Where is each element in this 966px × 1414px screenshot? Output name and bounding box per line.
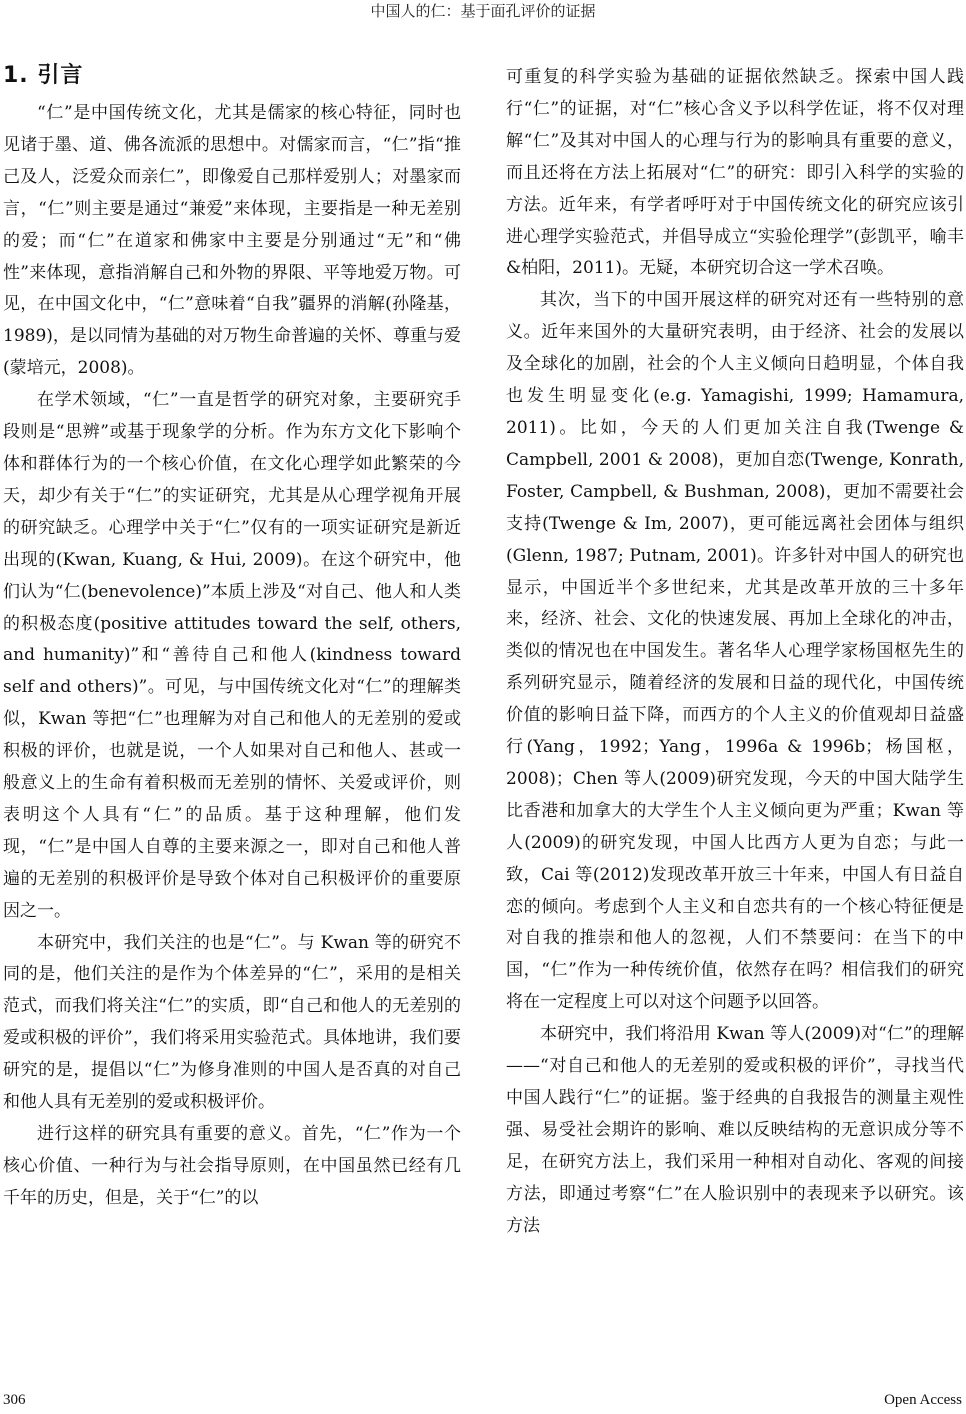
paragraph-method: 本研究中，我们将沿用 Kwan 等人(2009)对“仁”的理解——“对自己和他人的无差别的爱或积极的评价”，寻找当代中国人践行“仁”的证据。鉴于经典的自我报告的测量主观性强、易受社会期许的影响、难以反映结构的无意识成分等不足，在研究方法上，我们采用一种相对自动化、客观的间接方法，即通过考察“仁”在人脸识别中的表现来予以研究。该方法 [506, 1024, 964, 1236]
paragraph-ren-in-culture: “仁”是中国传统文化，尤其是儒家的核心特征，同时也见诸于墨、道、佛各流派的思想中。对儒家而言，“仁”指“推己及人，泛爱众而亲仁”，即像爱自己那样爱别人；对墨家而言，“仁”则主要是通过“兼爱”来体现，主要指是一种无差别的爱；而“仁”在道家和佛家中主要是分别通过“无”和“佛性”来体现，意指消解自己和外物的界限、平等地爱万物。可见，在中国文化中，“仁”意味着“自我”疆界的消解(孙隆基，1989)，是以同情为基础的对万物生命普遍的关怀、尊重与爱(蒙培元，2008)。 [3, 103, 461, 379]
paragraph-current-china: 其次，当下的中国开展这样的研究对还有一些特别的意义。近年来国外的大量研究表明，由于经济、社会的发展以及全球化的加剧，社会的个人主义倾向日趋明显，个体自我也发生明显变化(e.g. Yamagishi, 1999; Hamamura, 2011)。比如，今天的人们更加关注自我(Twenge & Campbell, 2001 & 2008)，更加自恋(Twenge, Konrath, Foster, Campbell, & Bushman, 2008)，更加不需要社会支持(Twenge & Im, 2007)，更可能远离社会团体与组织(Glenn, 1987; Putnam, 2001)。许多针对中国人的研究也显示，中国近半个多世纪来，尤其是改革开放的三十多年来，经济、社会、文化的快速发展、再加上全球化的冲击，类似的情况也在中国发生。著名华人心理学家杨国枢先生的系列研究显示，随着经济的发展和日益的现代化，中国传统价值的影响日益下降，而西方的个人主义的价值观却日益盛行(Yang，1992；Yang，1996a & 1996b；杨国枢，2008)；Chen 等人(2009)研究发现，今天的中国大陆学生比香港和加拿大的大学生个人主义倾向更为严重；Kwan 等人(2009)的研究发现，中国人比西方人更为自恋；与此一致，Cai 等(2012)发现改革开放三十年来，中国人有日益自恋的倾向。考虑到个人主义和自恋共有的一个核心特征便是对自我的推崇和他人的忽视，人们不禁要问：在当下的中国，“仁”作为一种传统价值，依然存在吗？相信我们的研究将在一定程度上可以对这个问题予以回答。 [506, 290, 964, 1013]
paragraph-this-study: 本研究中，我们关注的也是“仁”。与 Kwan 等的研究不同的是，他们关注的是作为个体差异的“仁”，采用的是相关范式，而我们将关注“仁”的实质，即“自己和他人的无差别的爱或积极的评价”，我们将采用实验范式。具体地讲，我们要研究的是，提倡以“仁”为修身准则的中国人是否真的对自己和他人具有无差别的爱或积极评价。 [3, 932, 461, 1113]
section-heading: 1. 引言 [3, 63, 84, 88]
left-column [3, 60, 461, 1215]
page-number: 306 [3, 1392, 26, 1408]
right-column [506, 62, 964, 1243]
paragraph-significance: 进行这样的研究具有重要的意义。首先，“仁”作为一个核心价值、一种行为与社会指导原则，在中国虽然已经有几千年的历史，但是，关于“仁”的以 [3, 1124, 461, 1208]
running-header: 中国人的仁：基于面孔评价的证据 [370, 2, 596, 20]
paragraph-significance-continued: 可重复的科学实验为基础的证据依然缺乏。探索中国人践行“仁”的证据，对“仁”核心含义予以科学佐证，将不仅对理解“仁”及其对中国人的心理与行为的影响具有重要的意义，而且还将在方法上拓展对“仁”的研究：即引入科学的实验的方法。近年来，有学者呼吁对于中国传统文化的研究应该引进心理学实验范式，并倡导成立“实验伦理学”(彭凯平，喻丰&柏阳，2011)。无疑，本研究切合这一学术召唤。 [506, 67, 964, 279]
publisher-label: Open Access [884, 1392, 962, 1408]
paragraph-academic-field: 在学术领域，“仁”一直是哲学的研究对象，主要研究手段则是“思辨”或基于现象学的分析。作为东方文化下影响个体和群体行为的一个核心价值，在文化心理学如此繁荣的今天，却少有关于“仁”的实证研究，尤其是从心理学视角开展的研究缺乏。心理学中关于“仁”仅有的一项实证研究是新近出现的(Kwan, Kuang, & Hui, 2009)。在这个研究中，他们认为“仁(benevolence)”本质上涉及“对自己、他人和人类的积极态度(positive attitudes toward the self, others, and humanity)”和“善待自己和他人(kindness toward self and others)”。可见，与中国传统文化对“仁”的理解类似，Kwan 等把“仁”也理解为对自己和他人的无差别的爱或积极的评价，也就是说，一个人如果对自己和他人、甚或一般意义上的生命有着积极而无差别的情怀、关爱或评价，则表明这个人具有“仁”的品质。基于这种理解，他们发现，“仁”是中国人自尊的主要来源之一，即对自己和他人普遍的无差别的积极评价是导致个体对自己积极评价的重要原因之一。 [3, 390, 461, 921]
